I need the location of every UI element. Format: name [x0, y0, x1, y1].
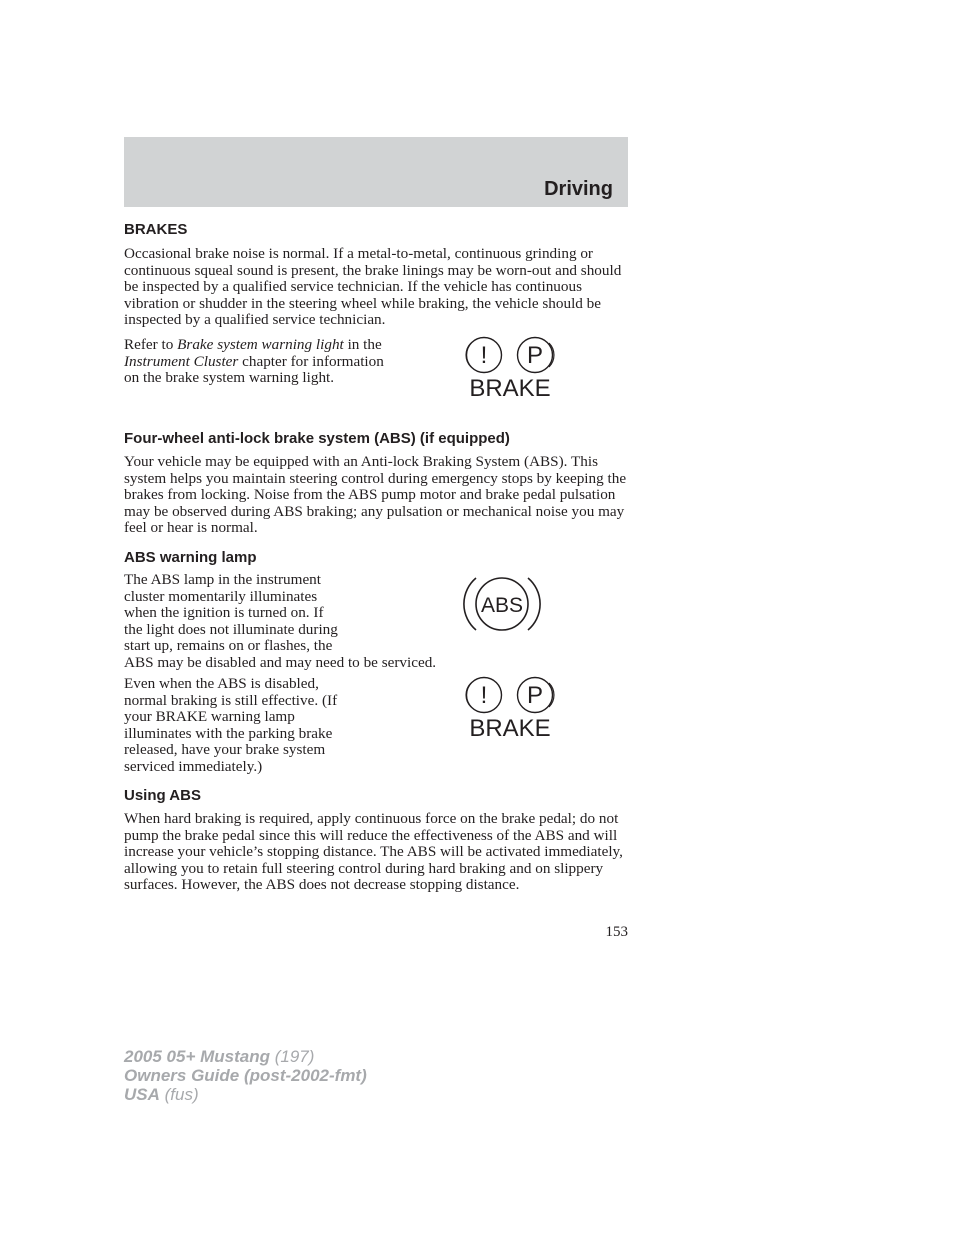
brake-label: BRAKE — [469, 715, 551, 742]
park-symbol: P — [526, 342, 544, 369]
brake-warning-light-ref: Brake system warning light — [177, 336, 344, 353]
brake-warning-icon — [462, 336, 558, 402]
brakes-paragraph: Occasional brake noise is normal. If a metal-to-metal, continuous grinding or continuous squeal sound is present, the brake linings may be worn-out and should be inspected by a qualified service technician. If the vehicle has continuous vibration or shudder in the steering wheel while braking, the vehicle should be inspected by a qualified service technician. — [124, 245, 622, 329]
abs-warning-icon — [462, 572, 542, 636]
section-title: Driving — [544, 178, 613, 200]
exclaim-symbol: ! — [480, 682, 488, 709]
page-number: 153 — [605, 924, 628, 940]
brakes-heading: BRAKES — [124, 221, 188, 238]
section-header-band — [124, 137, 628, 207]
using-abs-heading: Using ABS — [124, 787, 201, 804]
brake-warning-icon-2 — [462, 676, 558, 742]
abs-system-paragraph: Your vehicle may be equipped with an Anti-lock Braking System (ABS). This system helps you maintain steering control during emergency stops by keeping the brakes from locking. Noise from the ABS pump motor and brake pedal pulsation may be observed during ABS braking; any pulsation or mechanical noise you may feel or hear is normal. — [124, 453, 627, 537]
instrument-cluster-ref: Instrument Cluster — [124, 352, 239, 370]
abs-lamp-paragraph-1: The ABS lamp in the instrument cluster momentarily illuminates when the ignition is turned on. If the light does not illuminate during start up, remains on or flashes, the ABS may be disabled and may need to be serviced. — [124, 571, 437, 671]
abs-label: ABS — [480, 594, 524, 617]
abs-lamp-paragraph-2: Even when the ABS is disabled, normal braking is still effective. (If your BRAKE warning lamp illuminates with the parking brake released, have your brake system serviced immediately.) — [124, 675, 338, 775]
park-symbol: P — [526, 682, 544, 709]
document-footer: 2005 05+ Mustang (197) Owners Guide (post-2002-fmt) USA (fus) — [124, 1047, 367, 1104]
abs-warning-lamp-heading: ABS warning lamp — [124, 549, 257, 566]
abs-system-heading: Four-wheel anti-lock brake system (ABS) (if equipped) — [124, 430, 510, 447]
exclaim-symbol: ! — [480, 342, 488, 369]
brake-refer-paragraph: Refer to Brake system warning light in the Instrument Cluster chapter for information on the brake system warning light. — [124, 336, 384, 387]
brake-label: BRAKE — [469, 375, 551, 402]
using-abs-paragraph: When hard braking is required, apply continuous force on the brake pedal; do not pump the brake pedal since this will reduce the effectiveness of the ABS and will increase your vehicle’s stopping distance. The ABS will be activated immediately, allowing you to retain full steering control during hard braking and on slippery surfaces. However, the ABS does not decrease stopping distance. — [124, 810, 623, 894]
